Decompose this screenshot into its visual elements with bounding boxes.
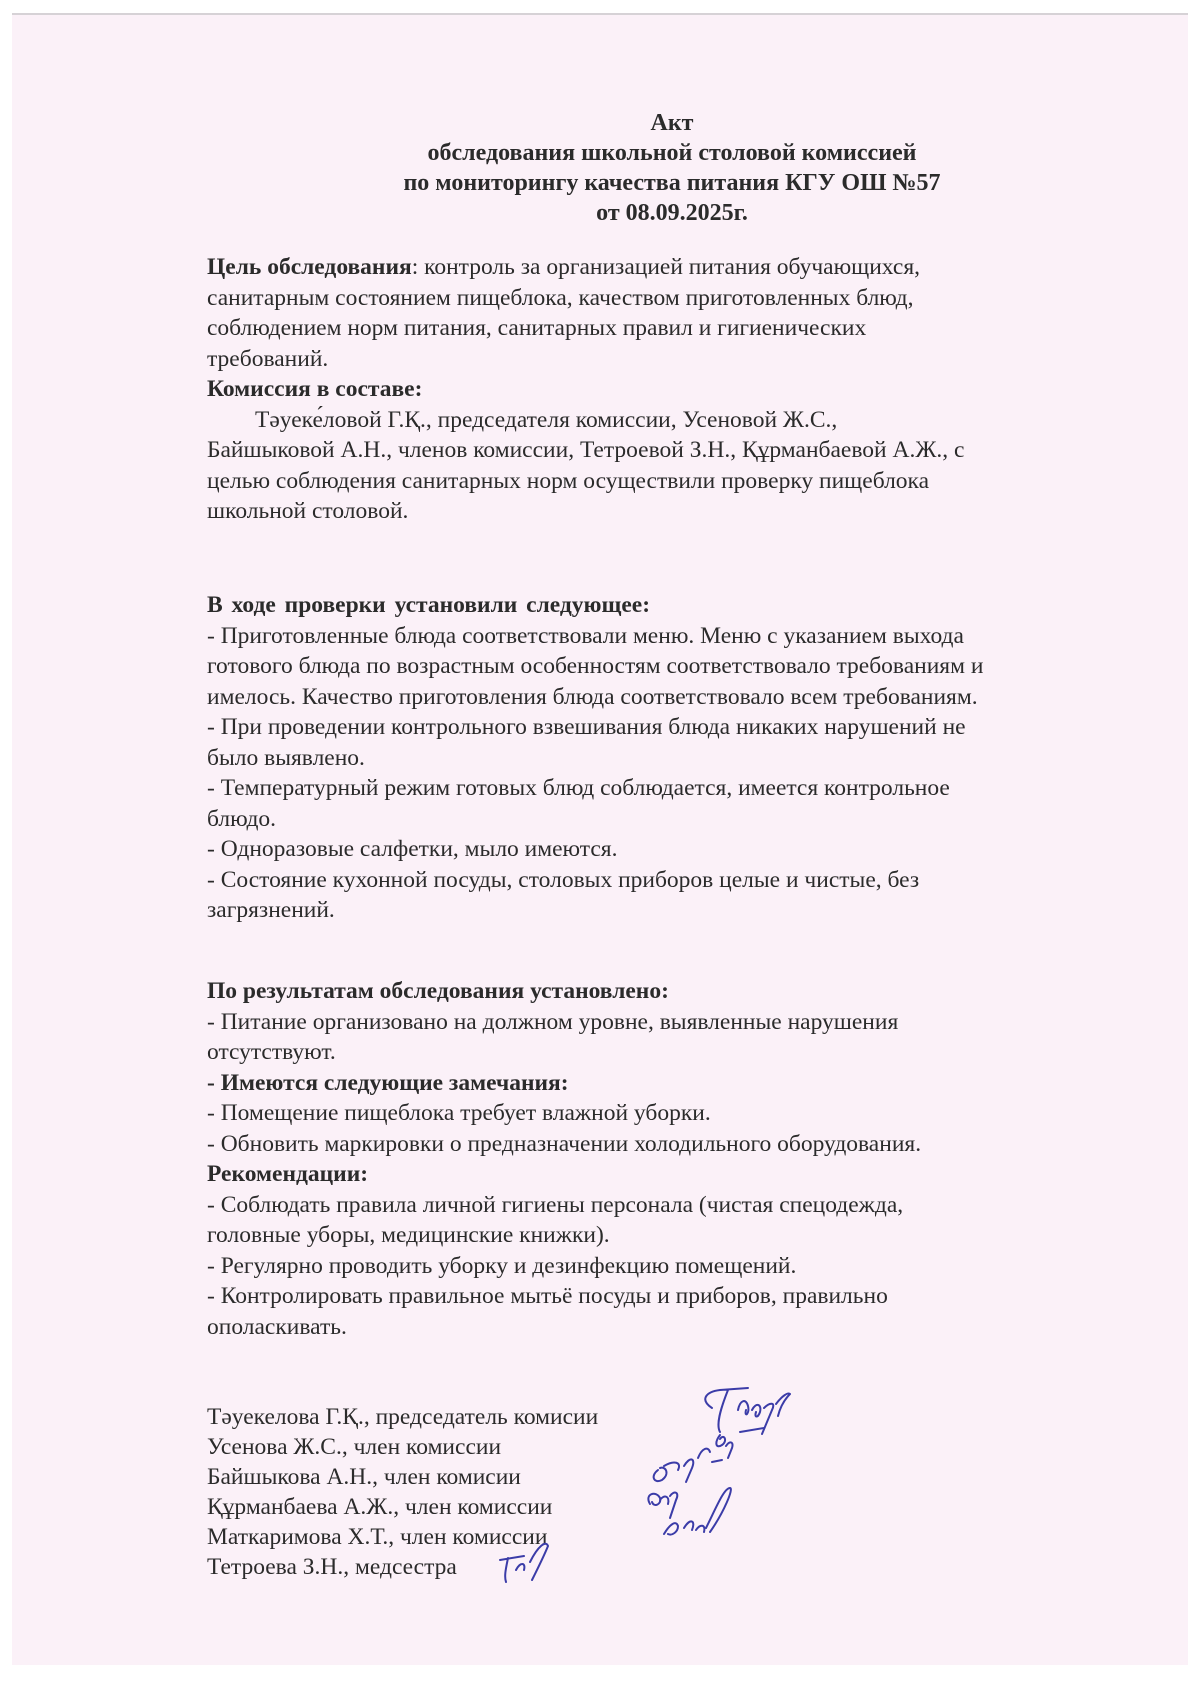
findings-heading: В ходе проверки установили следующее: <box>207 592 651 618</box>
signature-tetroeva <box>500 1544 548 1582</box>
title-line-1: Акт <box>650 110 694 136</box>
recommendations-heading: Рекомендации: <box>207 1161 369 1187</box>
title-line-3: по мониторингу качества питания КГУ ОШ №57 <box>403 170 941 196</box>
results-heading: По результатам обследования установлено: <box>207 978 669 1004</box>
remark-item: - Обновить маркировки о предназначении холодильного оборудования. <box>207 1130 922 1157</box>
signature-usenova <box>716 1428 764 1458</box>
recommendation-line: - Контролировать правильное мытьё посуды и приборов, правильно <box>207 1283 888 1309</box>
findings-line: - Одноразовые салфетки, мыло имеются. <box>207 836 618 862</box>
purpose-text: : контроль за организацией питания обучающихся, <box>411 254 920 280</box>
signatory-6: Тетроева З.Н., медсестра <box>207 1554 457 1580</box>
findings-line: готового блюда по возрастным особенностям соответствовало требованиям и <box>207 653 984 679</box>
signature-chair <box>705 1388 790 1434</box>
signature-matkarimova <box>664 1488 731 1535</box>
signatory-2: Усенова Ж.С., член комиссии <box>207 1434 502 1460</box>
findings-line: блюдо. <box>207 805 277 832</box>
recommendation-line: - Регулярно проводить уборку и дезинфекцию помещений. <box>207 1252 797 1279</box>
signature-kurmanbaeva <box>648 1493 677 1518</box>
recommendation-line: - Соблюдать правила личной гигиены персонала (чистая спецодежда, <box>207 1191 904 1218</box>
results-line: - Питание организовано на должном уровне, выявленные нарушения <box>207 1008 899 1035</box>
commission-line-4: школьной столовой. <box>207 498 409 524</box>
findings-line: загрязнений. <box>207 897 335 923</box>
commission-line-3: целью соблюдения санитарных норм осуществили проверку пищеблока <box>207 467 930 494</box>
remarks-heading: - Имеются следующие замечания: <box>207 1069 569 1096</box>
commission-line-2: Байшыковой А.Н., членов комиссии, Тетроевой З.Н., Құрманбаевой А.Ж., с <box>207 437 965 463</box>
signature-baishykova <box>654 1449 722 1482</box>
signatory-4: Құрманбаева А.Ж., член комиссии <box>207 1494 553 1520</box>
purpose-line-4: требований. <box>207 345 329 372</box>
signatory-5: Маткаримова Х.Т., член комиссии <box>207 1524 548 1550</box>
results-line: отсутствуют. <box>207 1039 336 1065</box>
purpose-label: Цель обследования <box>207 254 412 280</box>
remark-item: - Помещение пищеблока требует влажной уборки. <box>207 1100 711 1126</box>
signatory-1: Тәуекелова Г.Қ., председатель комисии <box>207 1404 599 1430</box>
purpose-line-3: соблюдением норм питания, санитарных правил и гигиенических <box>207 315 867 341</box>
title-line-2: обследования школьной столовой комиссией <box>427 140 917 166</box>
commission-heading: Комиссия в составе: <box>207 376 423 402</box>
title-line-4: от 08.09.2025г. <box>596 200 748 226</box>
purpose-line-2: санитарным состоянием пищеблока, качеством приготовленных блюд, <box>207 284 914 311</box>
findings-line: - Температурный режим готовых блюд соблюдается, имеется контрольное <box>207 775 950 801</box>
commission-line-1: Тәуеке́ловой Г.Қ., председателя комиссии, Усеновой Ж.С., <box>255 406 838 433</box>
recommendation-line: головные уборы, медицинские книжки). <box>207 1222 610 1248</box>
findings-line: было выявлено. <box>207 744 365 771</box>
findings-line: имелось. Качество приготовления блюда соответствовало всем требованиям. <box>207 683 978 710</box>
findings-line: - Приготовленные блюда соответствовали меню. Меню с указанием выхода <box>207 622 964 649</box>
signatory-3: Байшыкова А.Н., член комисии <box>207 1464 521 1490</box>
findings-line: - При проведении контрольного взвешивания блюда никаких нарушений не <box>207 714 966 740</box>
findings-line: - Состояние кухонной посуды, столовых приборов целые и чистые, без <box>207 866 920 893</box>
recommendation-line: ополаскивать. <box>207 1313 347 1340</box>
